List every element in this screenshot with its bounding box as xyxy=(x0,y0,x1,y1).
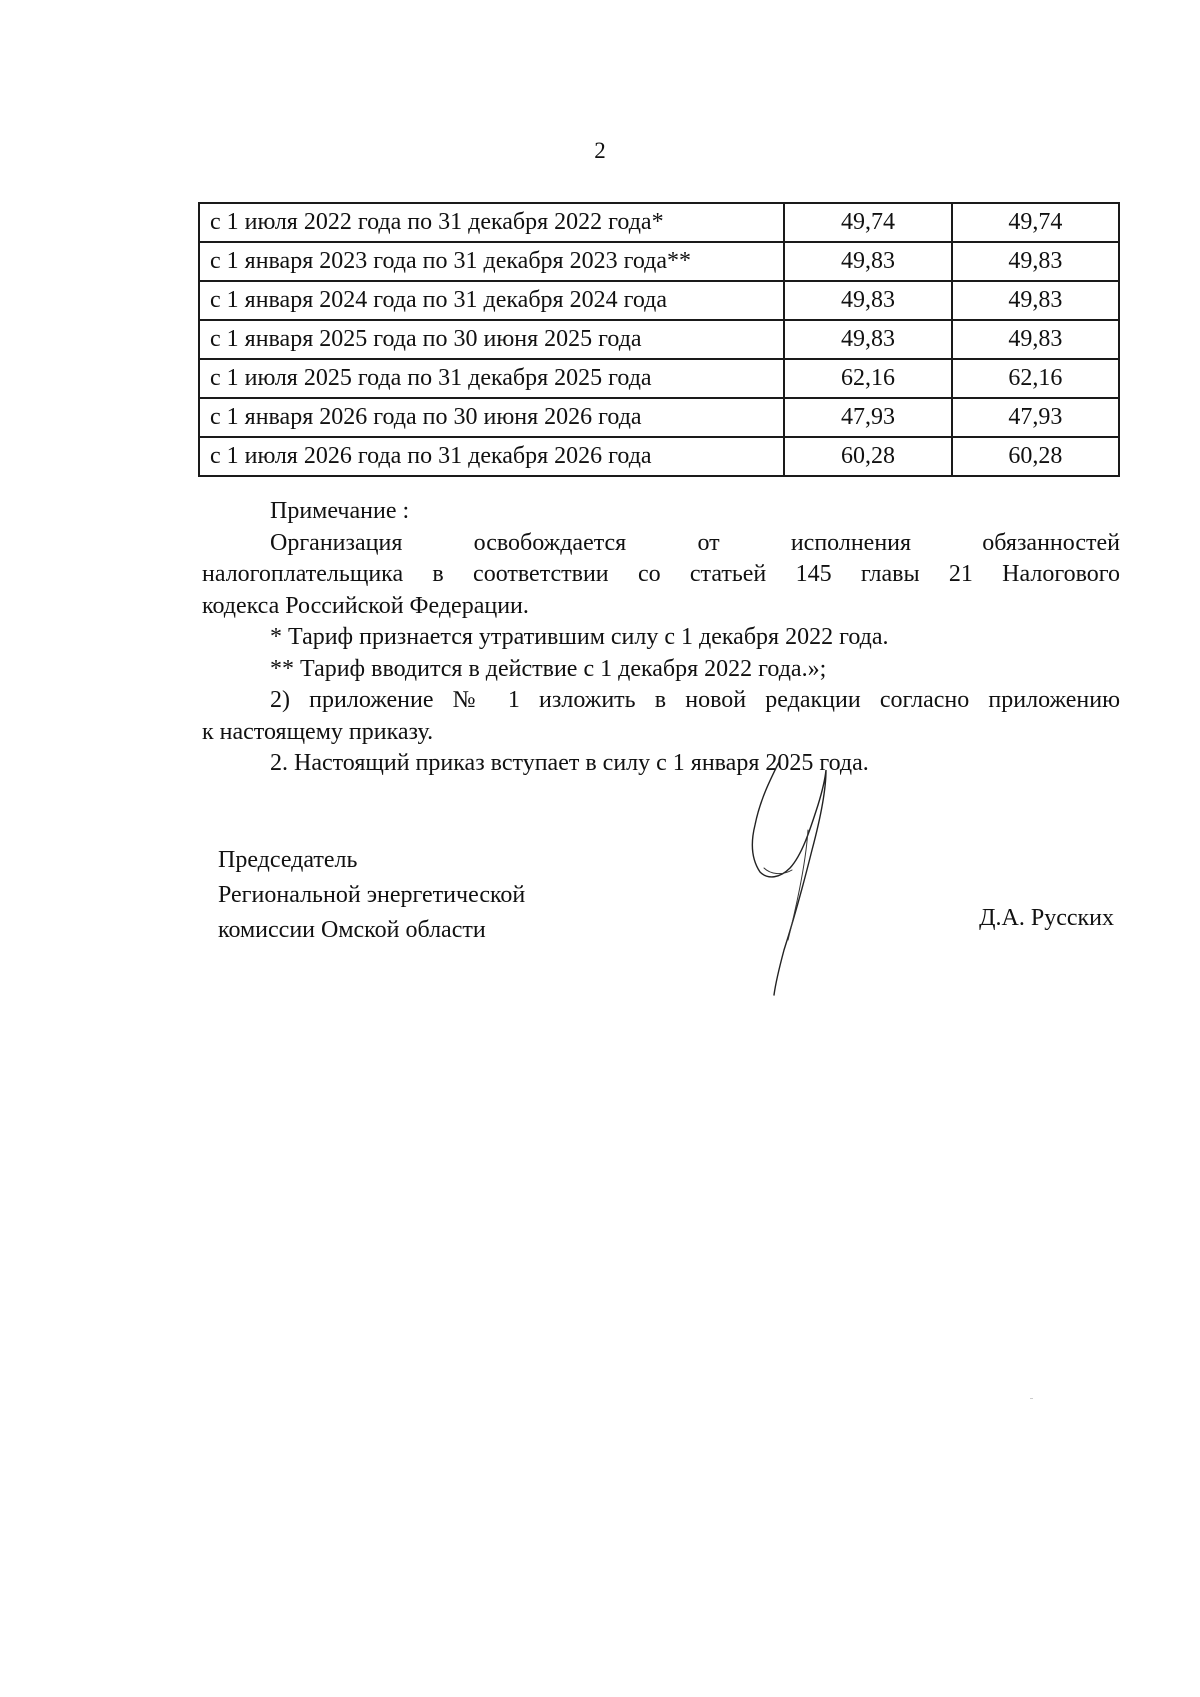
table-row xyxy=(199,242,1119,281)
tariff-value-cell: 49,83 xyxy=(784,320,951,359)
note-text-line: Организация освобождается от исполнения обязанностей xyxy=(270,529,1120,556)
signatory-title-line: комиссии Омской области xyxy=(218,917,486,943)
tariff-value-cell: 49,83 xyxy=(952,320,1119,359)
signature-stroke xyxy=(764,830,808,940)
tariff-value-cell: 60,28 xyxy=(952,437,1119,476)
table-row xyxy=(199,203,1119,242)
tariff-table xyxy=(198,202,1120,477)
table-row xyxy=(199,320,1119,359)
period-cell: с 1 января 2025 года по 30 июня 2025 года xyxy=(199,320,784,359)
note-text-line: кодекса Российской Федерации. xyxy=(202,592,529,619)
note-heading: Примечание : xyxy=(270,498,410,524)
handwritten-signature xyxy=(740,750,890,1000)
table-row xyxy=(199,359,1119,398)
order-item-text: к настоящему приказу. xyxy=(202,718,434,745)
tariff-value-cell: 47,93 xyxy=(952,398,1119,437)
scan-speck xyxy=(1030,1398,1033,1399)
tariff-value-cell: 60,28 xyxy=(784,437,951,476)
tariff-value-cell: 49,83 xyxy=(784,242,951,281)
footnote: ** Тариф вводится в действие с 1 декабря 2022 года.»; xyxy=(270,655,827,682)
period-cell: с 1 января 2026 года по 30 июня 2026 года xyxy=(199,398,784,437)
effective-date-clause: 2. Настоящий приказ вступает в силу с 1 января 2025 года. xyxy=(270,750,869,776)
signatory-title-line: Региональной энергетической xyxy=(218,882,526,908)
note-text-line: налогоплательщика в соответствии со статьей 145 главы 21 Налогового xyxy=(202,561,1120,587)
tariff-value-cell: 49,83 xyxy=(952,242,1119,281)
period-cell: с 1 января 2023 года по 31 декабря 2023 года** xyxy=(199,242,784,281)
table-row xyxy=(199,437,1119,476)
document-body xyxy=(202,496,1120,780)
period-cell: с 1 января 2024 года по 31 декабря 2024 года xyxy=(199,281,784,320)
tariff-value-cell: 62,16 xyxy=(952,359,1119,398)
order-item-text: 2) приложение № 1 изложить в новой редакции согласно приложению xyxy=(270,687,1120,713)
tariff-value-cell: 49,83 xyxy=(784,281,951,320)
period-cell: с 1 июля 2026 года по 31 декабря 2026 года xyxy=(199,437,784,476)
tariff-value-cell: 49,74 xyxy=(784,203,951,242)
signatory-title-line: Председатель xyxy=(218,847,358,873)
period-cell: с 1 июля 2022 года по 31 декабря 2022 года* xyxy=(199,203,784,242)
signatory-title xyxy=(218,843,525,948)
tariff-value-cell: 49,83 xyxy=(952,281,1119,320)
table-row xyxy=(199,398,1119,437)
page-number: 2 xyxy=(594,138,606,163)
tariff-value-cell: 49,74 xyxy=(952,203,1119,242)
tariff-value-cell: 47,93 xyxy=(784,398,951,437)
signature-stroke xyxy=(752,760,826,995)
period-cell: с 1 июля 2025 года по 31 декабря 2025 года xyxy=(199,359,784,398)
tariff-value-cell: 62,16 xyxy=(784,359,951,398)
footnote: * Тариф признается утратившим силу с 1 декабря 2022 года. xyxy=(270,624,889,650)
table-row xyxy=(199,281,1119,320)
signatory-name: Д.А. Русских xyxy=(979,905,1114,931)
